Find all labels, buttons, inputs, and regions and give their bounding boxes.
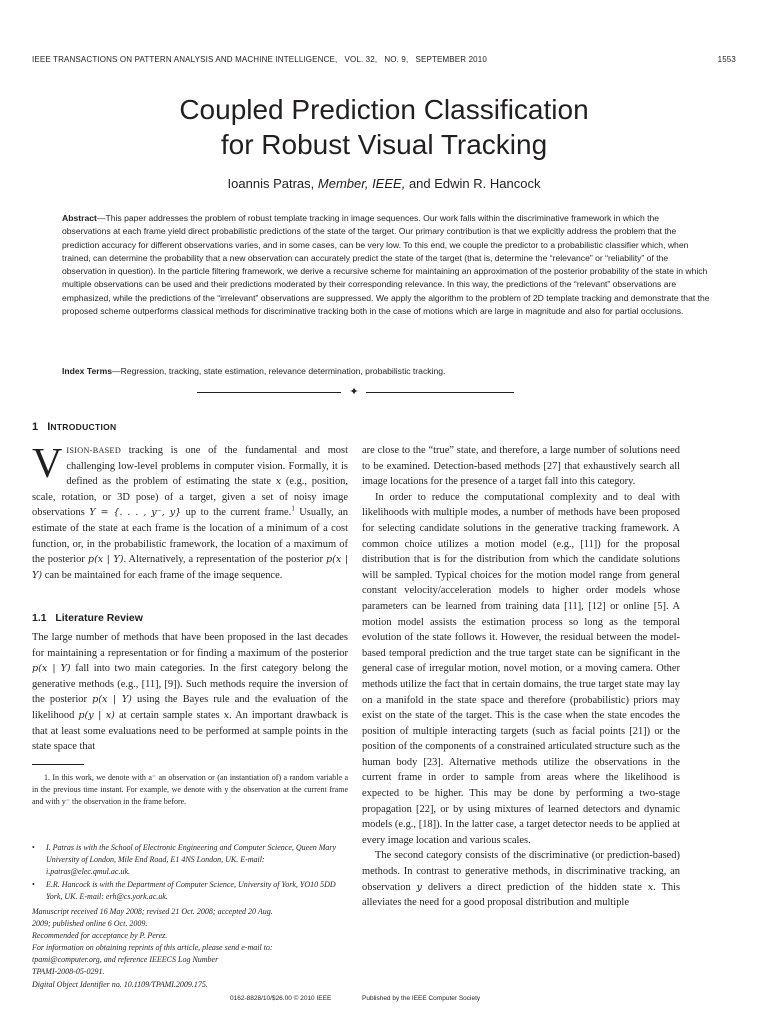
section-heading	[32, 422, 116, 433]
col2-text-b: delivers a direct prediction of the hidden state	[422, 881, 648, 893]
lit-text-e: . An important drawback is that at least some evaluations need to be performed at sample points in the state space that	[32, 709, 349, 753]
bullet-icon: •	[32, 843, 35, 852]
section-title-rest: NTRODUCTION	[50, 422, 117, 432]
intro-text-a: tracking is one of the fundamental and most challenging low-level problems in computer vision. Formally, it is defined as the problem of estimating the state	[66, 445, 348, 488]
author-2: and Edwin R. Hancock	[408, 176, 541, 191]
affiliation-item	[32, 842, 348, 879]
authors	[0, 176, 768, 192]
divider-right	[366, 392, 514, 393]
journal-info: IEEE TRANSACTIONS ON PATTERN ANALYSIS AND MACHINE INTELLIGENCE, VOL. 32, NO. 9, SEPTEMBER 2010	[32, 55, 487, 64]
manuscript-line: Digital Object Identifier no. 10.1109/TPAMI.2009.175.	[32, 979, 208, 989]
section-number: 1	[32, 421, 39, 433]
subsection-heading: 1.1 Literature Review	[32, 612, 143, 624]
manuscript-line: Recommended for acceptance by P. Perez.	[32, 931, 168, 941]
footnote-rule	[32, 764, 84, 765]
divider-left	[197, 392, 341, 393]
math-posterior: p(x | Y)	[32, 554, 348, 581]
col2-text-c: . This alleviates the need for a good proposal distribution and multiple	[362, 881, 681, 909]
math-posterior: p(x | Y)	[92, 694, 132, 706]
affiliation-text: I. Patras is with the School of Electronic Engineering and Computer Science, Queen Mary University of London, Mile End Road, E1 4NS London, UK. E-mail: i.patras@elec.qmul.ac.uk.	[46, 843, 337, 877]
math-y: y	[416, 881, 423, 893]
index-terms-text: —Regression, tracking, state estimation, relevance determination, probabilistic tracking.	[112, 366, 446, 376]
manuscript-line: tpami@computer.org, and reference IEEECS Log Number	[32, 955, 219, 965]
manuscript-line: Manuscript received 16 May 2008; revised 21 Oct. 2008; accepted 20 Aug.	[32, 907, 273, 916]
affiliations	[32, 842, 348, 903]
paper-title	[0, 92, 768, 162]
manuscript-line: 2009; published online 6 Oct. 2009.	[32, 919, 148, 929]
lit-text-a: The large number of methods that have been proposed in the last decades for maintaining a representation or for finding a maximum of the posterior	[32, 632, 348, 659]
index-terms	[62, 365, 710, 378]
manuscript-line: For information on obtaining reprints of this article, please send e-mail to:	[32, 943, 273, 953]
drop-cap: V	[32, 441, 63, 487]
publisher-footer: Published by the IEEE Computer Society	[362, 995, 481, 1002]
math-likelihood: p(y | x)	[78, 709, 115, 721]
abstract	[62, 212, 710, 318]
intro-text-b: (e.g., position, scale, rotation, or 3D pose) of a target, given a set of noisy image observations	[32, 476, 348, 519]
math-x: x	[647, 881, 654, 893]
running-head	[32, 56, 736, 64]
page-number: 1553	[717, 55, 736, 64]
title-line-2: for Robust Visual Tracking	[220, 129, 548, 160]
col2-paragraph-2: In order to reduce the computational complexity and to deal with likelihoods with multiple modes, a number of methods have been proposed for selecting candidate solutions in the generative tracking framework. A common choice utilizes a motion model (e.g., [11]) for the proposal distribution that is for the distribution from which the candidate solutions will be sampled. Typical choices for the motion model range from general constant velocity/acceleration models to higher order models whose parameters can be learned from training data [11], [12] or online [5]. A motion model assists the estimation process so long as the temporal evolution of the state follows it. However, the residual between the model-based temporal prediction and the true target state can be significant in the general case of irregular motion, novel motion, or a moving camera. Other methods utilize the fact that in certain domains, the true target state may lay on a manifold in the state space and therefore (probabilistic) priors may exist on the state of the target. This is the case when the state encodes the position of multiple interacting targets (such as facial points [21]) or the position of the components of a constrained articulated structure such as the human body [23]. Alternative methods utilize the observations in the current frame in order to sample from areas where the likelihood is expected to be higher. This may be done by performing a two-stage propagation [22], or by using mixtures of learned detectors and dynamic models (e.g., [18]). In the latter case, a target detector needs to be applied at every image location and various scales.	[362, 491, 680, 846]
smallcaps-lead: ISION-BASED	[66, 446, 122, 455]
author-1: Ioannis Patras,	[227, 176, 315, 191]
intro-text-d: Usually, an estimate of the state at each frame is the location of a minimum of a cost function, or, in the probabilistic framework, the location of a maximum of the posterior	[32, 507, 348, 566]
lit-text-d: at certain sample states	[114, 709, 224, 721]
literature-review-paragraph	[32, 630, 348, 755]
copyright-footer: 0162-8828/10/$26.00 © 2010 IEEE	[230, 995, 332, 1002]
lit-text-b: fall into two main categories. In the first category belong the generative methods (e.g., [11], [9]). Such methods require the inversion of the posterior	[32, 663, 349, 706]
introduction-paragraph	[32, 443, 348, 583]
math-x: x	[275, 476, 282, 488]
intro-text-c: up to the current frame.	[181, 507, 292, 519]
bullet-icon: •	[32, 879, 35, 889]
col2-text-a: The second category consists of the discriminative (or prediction-based) methods. In contrast to generative methods, in discriminative tracking, an observation	[362, 850, 680, 893]
manuscript-line: TPAMI-2008-05-0291.	[32, 967, 105, 977]
intro-text-f: can be maintained for each frame of the image sequence.	[42, 569, 283, 581]
affiliation-text: E.R. Hancock is with the Department of Computer Science, University of York, YO10 5DD York, UK. E-mail: erh@cs.york.ac.uk.	[46, 879, 336, 901]
abstract-text: —This paper addresses the problem of robust template tracking in image sequences. Our work falls within the discriminative framework in which the observations at each frame yield direct probabilistic predictions of the state of the target. Our primary contribution is that we explicitly address the problem that the prediction accuracy for different observations varies, and in some cases, can be very low. To this end, we couple the predictor to a probabilistic classifier which, when trained, can determine the probability that a new observation can accurately predict the state of the target (that is, determine the “relevance” or “reliability” of the observation in question). In the particle filtering framework, we derive a recursive scheme for maintaining an approximation of the posterior probability of the state in which multiple observations can be used and their predictions moderated by their corresponding relevance. In this way, the predictions of the “relevant” observations are emphasized, while the predictions of the “irrelevant” observations are suppressed. We apply the algorithm to the problem of 2D template tracking and demonstrate that the proposed scheme outperforms classical methods for discriminative tracking both in the case of motions which are large in magnitude and also for partial occlusions.	[62, 213, 710, 317]
affiliation-item	[32, 879, 348, 903]
author-membership: Member, IEEE,	[317, 176, 406, 191]
math-observations: Y = {. . . , y⁻, y}	[89, 507, 182, 519]
intro-text-e: . Alternatively, a representation of the posterior	[123, 554, 326, 566]
col2-paragraph-1: are close to the “true” state, and therefore, a large number of solutions need to be examined. Detection-based methods [27] that exhaustively search all image locations for the presence of a target fall into this category.	[362, 445, 680, 488]
section-title-first: I	[47, 421, 51, 433]
col2-paragraph-3	[362, 848, 680, 910]
abstract-label: Abstract	[62, 213, 97, 223]
math-posterior: p(x | Y)	[32, 663, 71, 675]
divider-ornament: ✦	[349, 385, 359, 398]
math-x: x	[223, 709, 230, 721]
right-column	[362, 443, 680, 911]
lit-text-c: using the Bayes rule and the evaluation of the likelihood	[32, 694, 348, 721]
title-line-1: Coupled Prediction Classification	[179, 94, 589, 125]
footnote: 1. In this work, we denote with a⁻ an observation or (an instantiation of) a random variable a in the previous time instant. For example, we denote with y the observation at the current frame and with y⁻ the observation in the frame before.	[32, 773, 348, 807]
index-terms-label: Index Terms	[62, 366, 112, 376]
math-posterior: p(x | Y)	[87, 554, 124, 566]
footnote-marker: 1	[291, 504, 295, 513]
manuscript-info	[32, 906, 348, 991]
